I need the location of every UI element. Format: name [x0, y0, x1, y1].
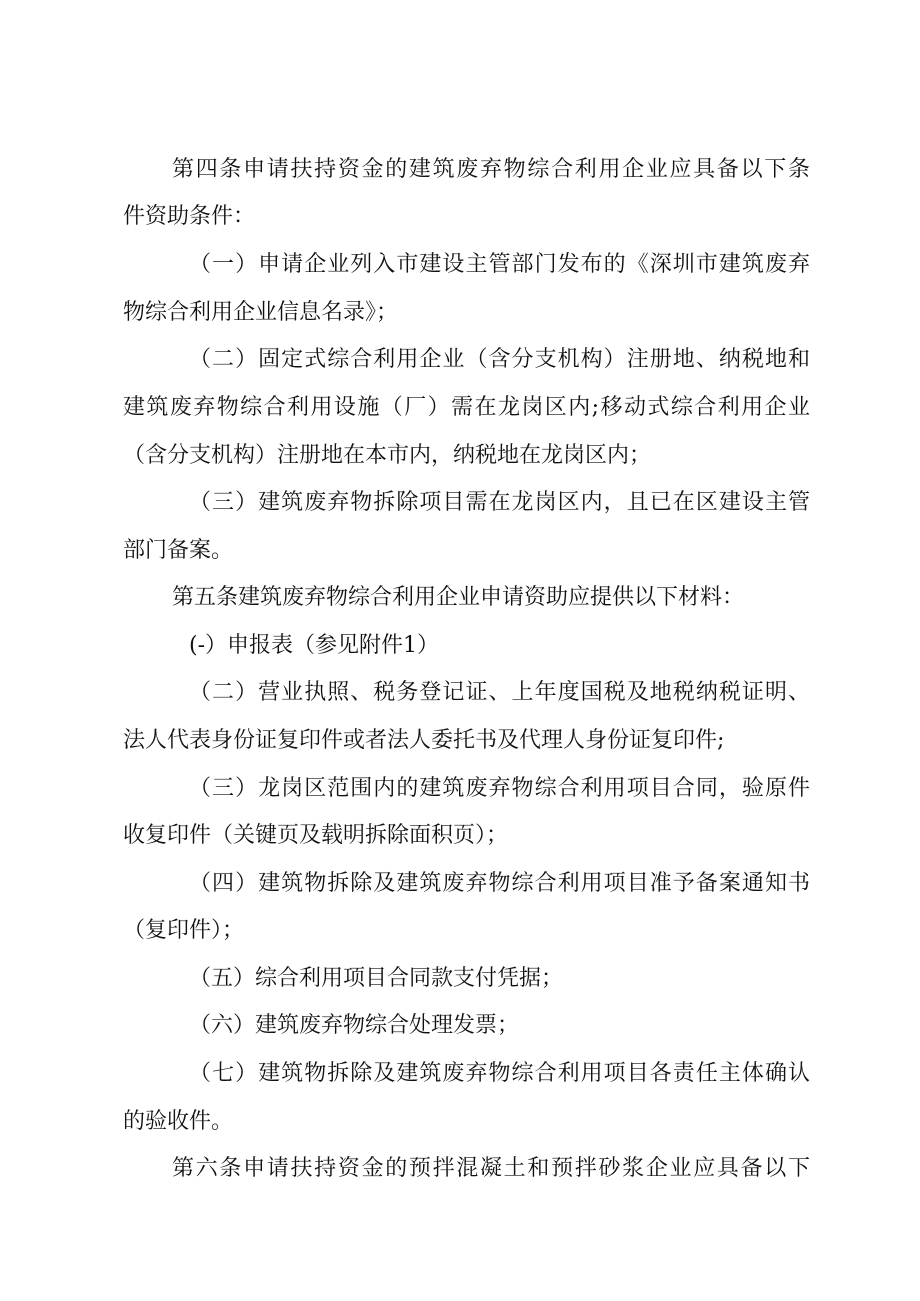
- material-2-line: [0, 677, 920, 709]
- text-line: （三）龙岗区范围内的建筑废弃物综合利用项目合同，验原件: [189, 776, 810, 801]
- material-6-line: [0, 1010, 920, 1042]
- clause-2-continuation: [0, 440, 920, 472]
- text-line: （一）申请企业列入市建设主管部门发布的《深圳市建筑废弃: [189, 252, 810, 277]
- material-7-line: [0, 1058, 920, 1090]
- clause-1-line: [0, 249, 920, 281]
- material-4-line: [0, 868, 920, 900]
- text-line: (-）申报表（参见附件1）: [189, 633, 440, 658]
- text-line: 件资助条件：: [123, 204, 256, 229]
- text-line: 第四条申请扶持资金的建筑废弃物综合利用企业应具备以下条: [172, 157, 810, 182]
- text-line: 第六条申请扶持资金的预拌混凝土和预拌砂浆企业应具备以下: [172, 1156, 810, 1181]
- text-line: （三）建筑废弃物拆除项目需在龙岗区内，且已在区建设主管: [189, 490, 810, 515]
- text-line: （四）建筑物拆除及建筑废弃物综合利用项目准予备案通知书: [189, 871, 810, 896]
- article-4-heading-line: [0, 154, 920, 186]
- text-line: （复印件）；: [123, 918, 245, 943]
- material-5-line: [0, 963, 920, 995]
- article-4-heading-continuation: [0, 201, 920, 233]
- clause-2-continuation: [0, 392, 920, 424]
- clause-2-line: [0, 344, 920, 376]
- text-line: （七）建筑物拆除及建筑废弃物综合利用项目各责任主体确认: [189, 1061, 810, 1086]
- material-1-line: [0, 630, 920, 662]
- material-3-continuation: [0, 820, 920, 852]
- material-3-line: [0, 773, 920, 805]
- clause-3-continuation: [0, 535, 920, 567]
- material-7-continuation: [0, 1106, 920, 1138]
- text-line: 物综合利用企业信息名录》；: [123, 300, 399, 325]
- text-line: （五）综合利用项目合同款支付凭据；: [189, 966, 564, 991]
- material-2-continuation: [0, 725, 920, 757]
- article-5-heading-line: [0, 582, 920, 614]
- clause-3-line: [0, 487, 920, 519]
- text-line: （六）建筑废弃物综合处理发票；: [189, 1013, 520, 1038]
- text-line: 第五条建筑废弃物综合利用企业申请资助应提供以下材料：: [172, 585, 745, 610]
- material-4-continuation: [0, 915, 920, 947]
- text-line: 建筑废弃物综合利用设施（厂）需在龙岗区内;移动式综合利用企业: [123, 395, 810, 420]
- clause-1-continuation: [0, 297, 920, 329]
- text-line: （二）营业执照、税务登记证、上年度国税及地税纳税证明、: [189, 680, 810, 705]
- text-line: 收复印件（关键页及载明拆除面积页）；: [123, 823, 509, 848]
- text-line: （含分支机构）注册地在本市内，纳税地在龙岗区内；: [123, 443, 652, 468]
- article-6-heading-line: [0, 1153, 920, 1185]
- text-line: （二）固定式综合利用企业（含分支机构）注册地、纳税地和: [189, 347, 810, 372]
- text-line: 法人代表身份证复印件或者法人委托书及代理人身份证复印件;: [123, 728, 725, 753]
- text-line: 部门备案。: [123, 538, 234, 563]
- text-line: 的验收件。: [123, 1109, 234, 1134]
